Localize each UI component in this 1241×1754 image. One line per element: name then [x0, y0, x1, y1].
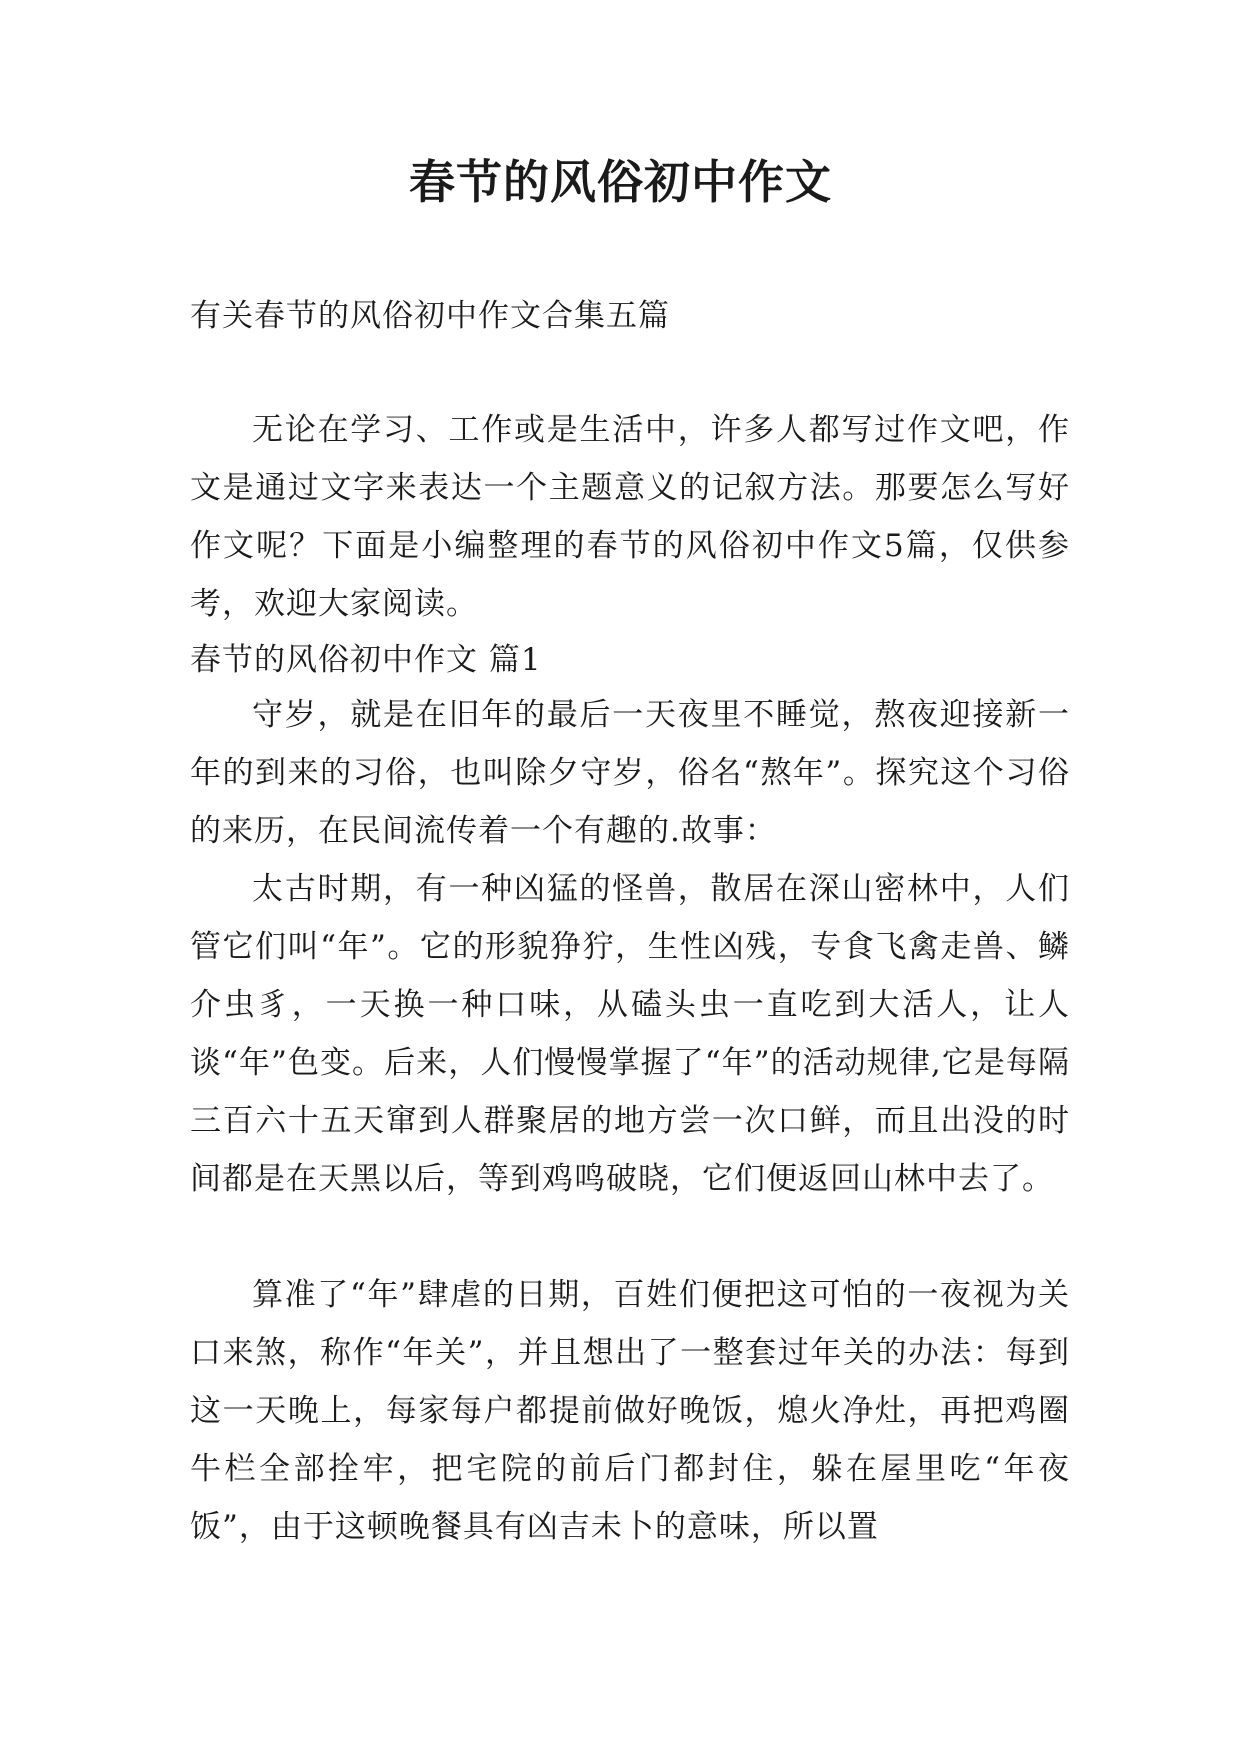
document-title: 春节的风俗初中作文 [409, 155, 832, 209]
section-heading: 春节的风俗初中作文 篇1 [190, 642, 542, 678]
body-paragraph: 太古时期，有一种凶猛的怪兽，散居在深山密林中，人们管它们叫“年”。它的形貌狰狞，生性凶残，专食飞禽走兽、鳞介虫豸，一天换一种口味，从磕头虫一直吃到大活人，让人谈“年”色变。后来，人们慢慢掌握了“年”的活动规律,它是每隔三百六十五天窜到人群聚居的地方尝一次口鲜，而且出没的时间都是在天黑以后，等到鸡鸣破晓，它们便返回山林中去了。 [190, 871, 1070, 1197]
intro-paragraph: 无论在学习、工作或是生活中，许多人都写过作文吧，作文是通过文字来表达一个主题意义的记叙方法。那要怎么写好作文呢？下面是小编整理的春节的风俗初中作文5篇，仅供参考，欢迎大家阅读。 [190, 412, 1070, 622]
body-paragraph: 算准了“年”肆虐的日期，百姓们便把这可怕的一夜视为关口来煞，称作“年关”，并且想出了一整套过年关的办法：每到这一天晚上，每家每户都提前做好晚饭，熄火净灶，再把鸡圈牛栏全部拴牢，把宅院的前后门都封住，躲在屋里吃“年夜饭”，由于这顿晚餐具有凶吉未卜的意味，所以置 [190, 1277, 1070, 1545]
body-paragraph: 守岁，就是在旧年的最后一天夜里不睡觉，熬夜迎接新一年的到来的习俗，也叫除夕守岁，俗名“熬年”。探究这个习俗的来历，在民间流传着一个有趣的.故事： [190, 697, 1070, 849]
document-subtitle: 有关春节的风俗初中作文合集五篇 [190, 298, 670, 334]
